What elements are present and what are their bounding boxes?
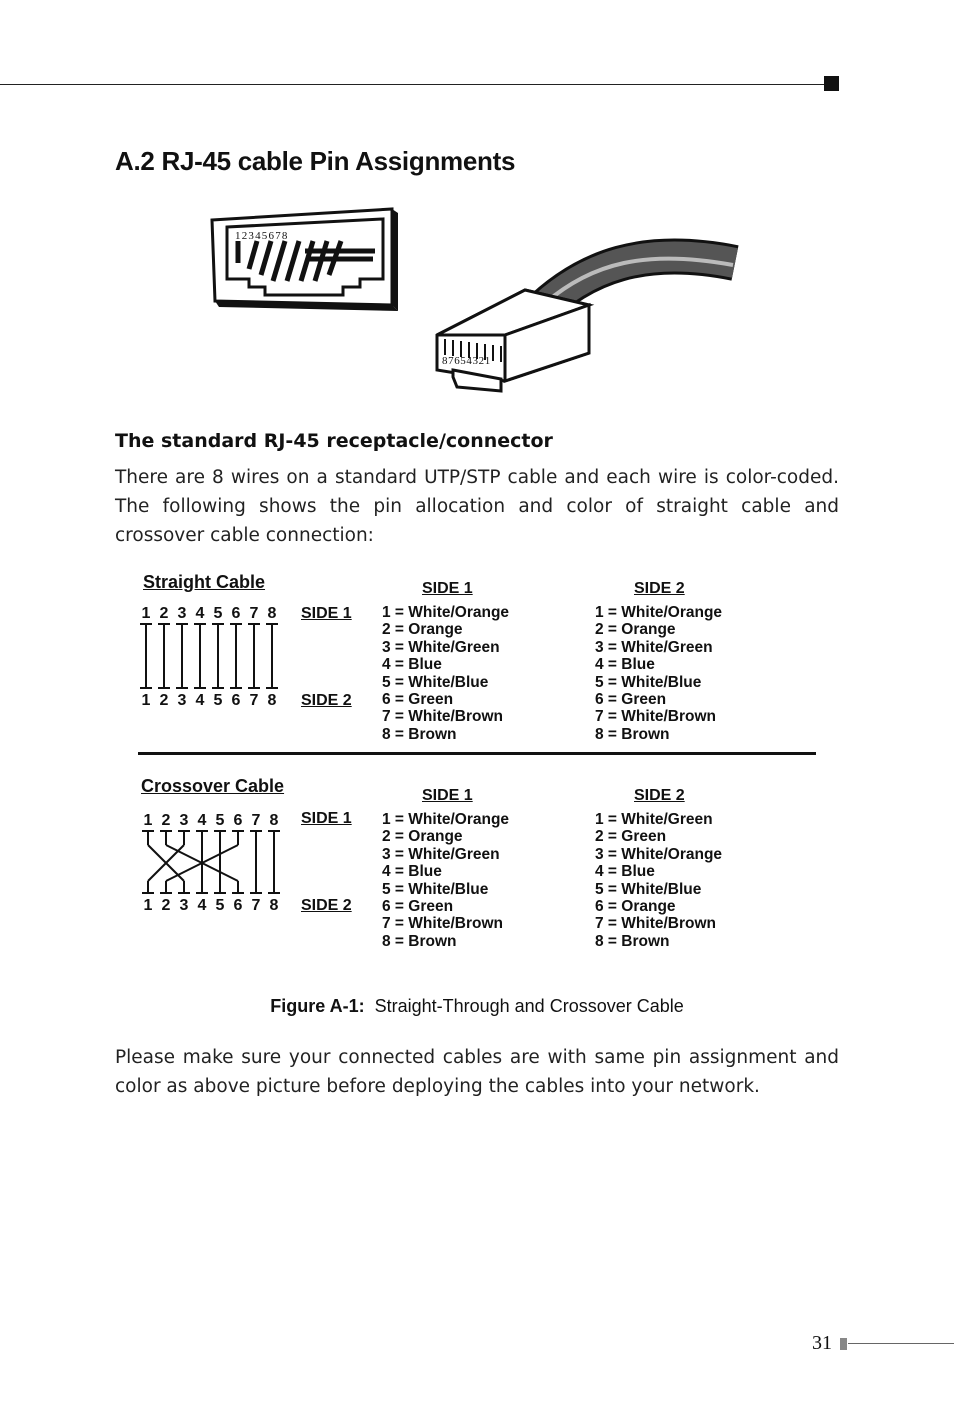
pin-number: 8: [269, 897, 279, 914]
intro-paragraph: There are 8 wires on a standard UTP/STP cable and each wire is color-coded. The following shows the pin allocation and color of straight cable and crossover cable connection:: [115, 467, 839, 546]
pin-number: 6: [233, 897, 243, 914]
list-item: 6 = Orange: [595, 898, 676, 916]
list-item: 8 = Brown: [595, 725, 670, 743]
crossover-side2-heading: SIDE 2: [634, 787, 685, 804]
crossover-side1-label: SIDE 1: [301, 810, 352, 827]
crossover-top-pin-numbers: [139, 812, 283, 830]
pin-number: 2: [159, 692, 169, 709]
straight-side2-heading: SIDE 2: [634, 580, 685, 597]
header-square-mark: [824, 76, 839, 91]
pin-number: 1: [141, 692, 151, 709]
straight-cable-title: Straight Cable: [143, 572, 266, 592]
list-item: 1 = White/Orange: [382, 811, 510, 828]
pin-number: 6: [231, 605, 241, 622]
header-rule: [0, 84, 824, 85]
pin-number: 3: [179, 812, 189, 829]
pin-number: 4: [197, 812, 207, 829]
pin-number: 3: [177, 692, 187, 709]
crossover-cable-title: Crossover Cable: [141, 776, 285, 796]
receptacle-subheading: The standard RJ-45 receptacle/connector: [115, 430, 553, 452]
pin-number: 7: [249, 605, 259, 622]
list-item: 5 = White/Blue: [382, 673, 489, 691]
list-item: 8 = Brown: [382, 932, 457, 950]
plug-connector: [437, 256, 735, 391]
list-item: 7 = White/Brown: [595, 708, 716, 726]
pin-number: 1: [141, 605, 151, 622]
list-item: 3 = White/Orange: [595, 845, 723, 863]
straight-top-pin-numbers: [137, 605, 281, 623]
pin-number: 5: [213, 605, 223, 622]
straight-wiring-diagram: [137, 622, 287, 692]
straight-side1-label: SIDE 1: [301, 605, 352, 622]
list-item: 4 = Blue: [595, 863, 655, 881]
footer-mark: [840, 1338, 847, 1350]
pin-number: 4: [195, 605, 205, 622]
closing-paragraph: Please make sure your connected cables are with same pin assignment and color as above picture before deploying the cables into your network.: [115, 1047, 839, 1097]
list-item: 7 = White/Brown: [595, 915, 716, 933]
section-title: A.2 RJ-45 cable Pin Assignments: [115, 146, 516, 176]
receptacle-jack: [212, 209, 398, 311]
pin-number: 6: [233, 812, 243, 829]
pin-number: 8: [269, 812, 279, 829]
list-item: 6 = Green: [595, 691, 667, 709]
pin-number: 6: [231, 692, 241, 709]
pin-number: 3: [177, 605, 187, 622]
list-item: 5 = White/Blue: [595, 880, 702, 898]
list-item: 8 = Brown: [382, 725, 457, 743]
list-item: 8 = Brown: [595, 932, 670, 950]
crossover-side1-pin-list: [382, 811, 509, 950]
pin-number: 2: [161, 812, 171, 829]
straight-bottom-pin-numbers: [137, 692, 281, 710]
list-item: 3 = White/Green: [382, 638, 500, 656]
straight-side2-pin-list: [595, 604, 722, 743]
crossover-side1-heading: SIDE 1: [422, 787, 473, 804]
crossover-side2-pin-list: [595, 811, 722, 950]
list-item: 5 = White/Blue: [382, 880, 489, 898]
pin-number: 3: [179, 897, 189, 914]
list-item: 1 = White/Orange: [382, 604, 510, 621]
list-item: 6 = Green: [382, 691, 454, 709]
list-item: 3 = White/Green: [595, 638, 713, 656]
list-item: 2 = Orange: [382, 828, 463, 846]
pin-number: 7: [251, 897, 261, 914]
pin-number: 5: [213, 692, 223, 709]
straight-side1-pin-list: [382, 604, 509, 743]
list-item: 3 = White/Green: [382, 845, 500, 863]
pin-number: 4: [197, 897, 207, 914]
receptacle-pin-label: 12345678: [235, 230, 289, 242]
page-number: 31: [812, 1332, 832, 1354]
list-item: 2 = Green: [595, 828, 667, 846]
pin-number: 7: [249, 692, 259, 709]
list-item: 6 = Green: [382, 898, 454, 916]
pin-number: 4: [195, 692, 205, 709]
figure-caption-label: Figure A-1:: [270, 996, 365, 1016]
figure-caption-text: Straight-Through and Crossover Cable: [374, 996, 684, 1016]
crossover-wiring-diagram: [139, 829, 289, 897]
section-divider: [138, 752, 816, 755]
crossover-bottom-pin-numbers: [139, 897, 283, 915]
pin-number: 7: [251, 812, 261, 829]
pin-number: 8: [267, 605, 277, 622]
straight-side1-heading: SIDE 1: [422, 580, 473, 597]
list-item: 1 = White/Orange: [595, 604, 723, 621]
list-item: 5 = White/Blue: [595, 673, 702, 691]
list-item: 1 = White/Green: [595, 811, 713, 828]
pin-number: 1: [143, 897, 153, 914]
footer-rule: [848, 1343, 954, 1344]
crossover-side2-label: SIDE 2: [301, 897, 352, 914]
pin-number: 1: [143, 812, 153, 829]
list-item: 7 = White/Brown: [382, 915, 503, 933]
rj45-illustration: [205, 195, 750, 395]
list-item: 2 = Orange: [382, 621, 463, 639]
figure-caption: [0, 996, 954, 1017]
pin-number: 8: [267, 692, 277, 709]
pin-number: 2: [159, 605, 169, 622]
pin-number: 2: [161, 897, 171, 914]
list-item: 7 = White/Brown: [382, 708, 503, 726]
list-item: 4 = Blue: [382, 863, 442, 881]
list-item: 4 = Blue: [382, 656, 442, 674]
pin-number: 5: [215, 812, 225, 829]
list-item: 2 = Orange: [595, 621, 676, 639]
plug-pin-label: 87654321: [442, 355, 491, 367]
pin-number: 5: [215, 897, 225, 914]
list-item: 4 = Blue: [595, 656, 655, 674]
straight-side2-label: SIDE 2: [301, 692, 352, 709]
